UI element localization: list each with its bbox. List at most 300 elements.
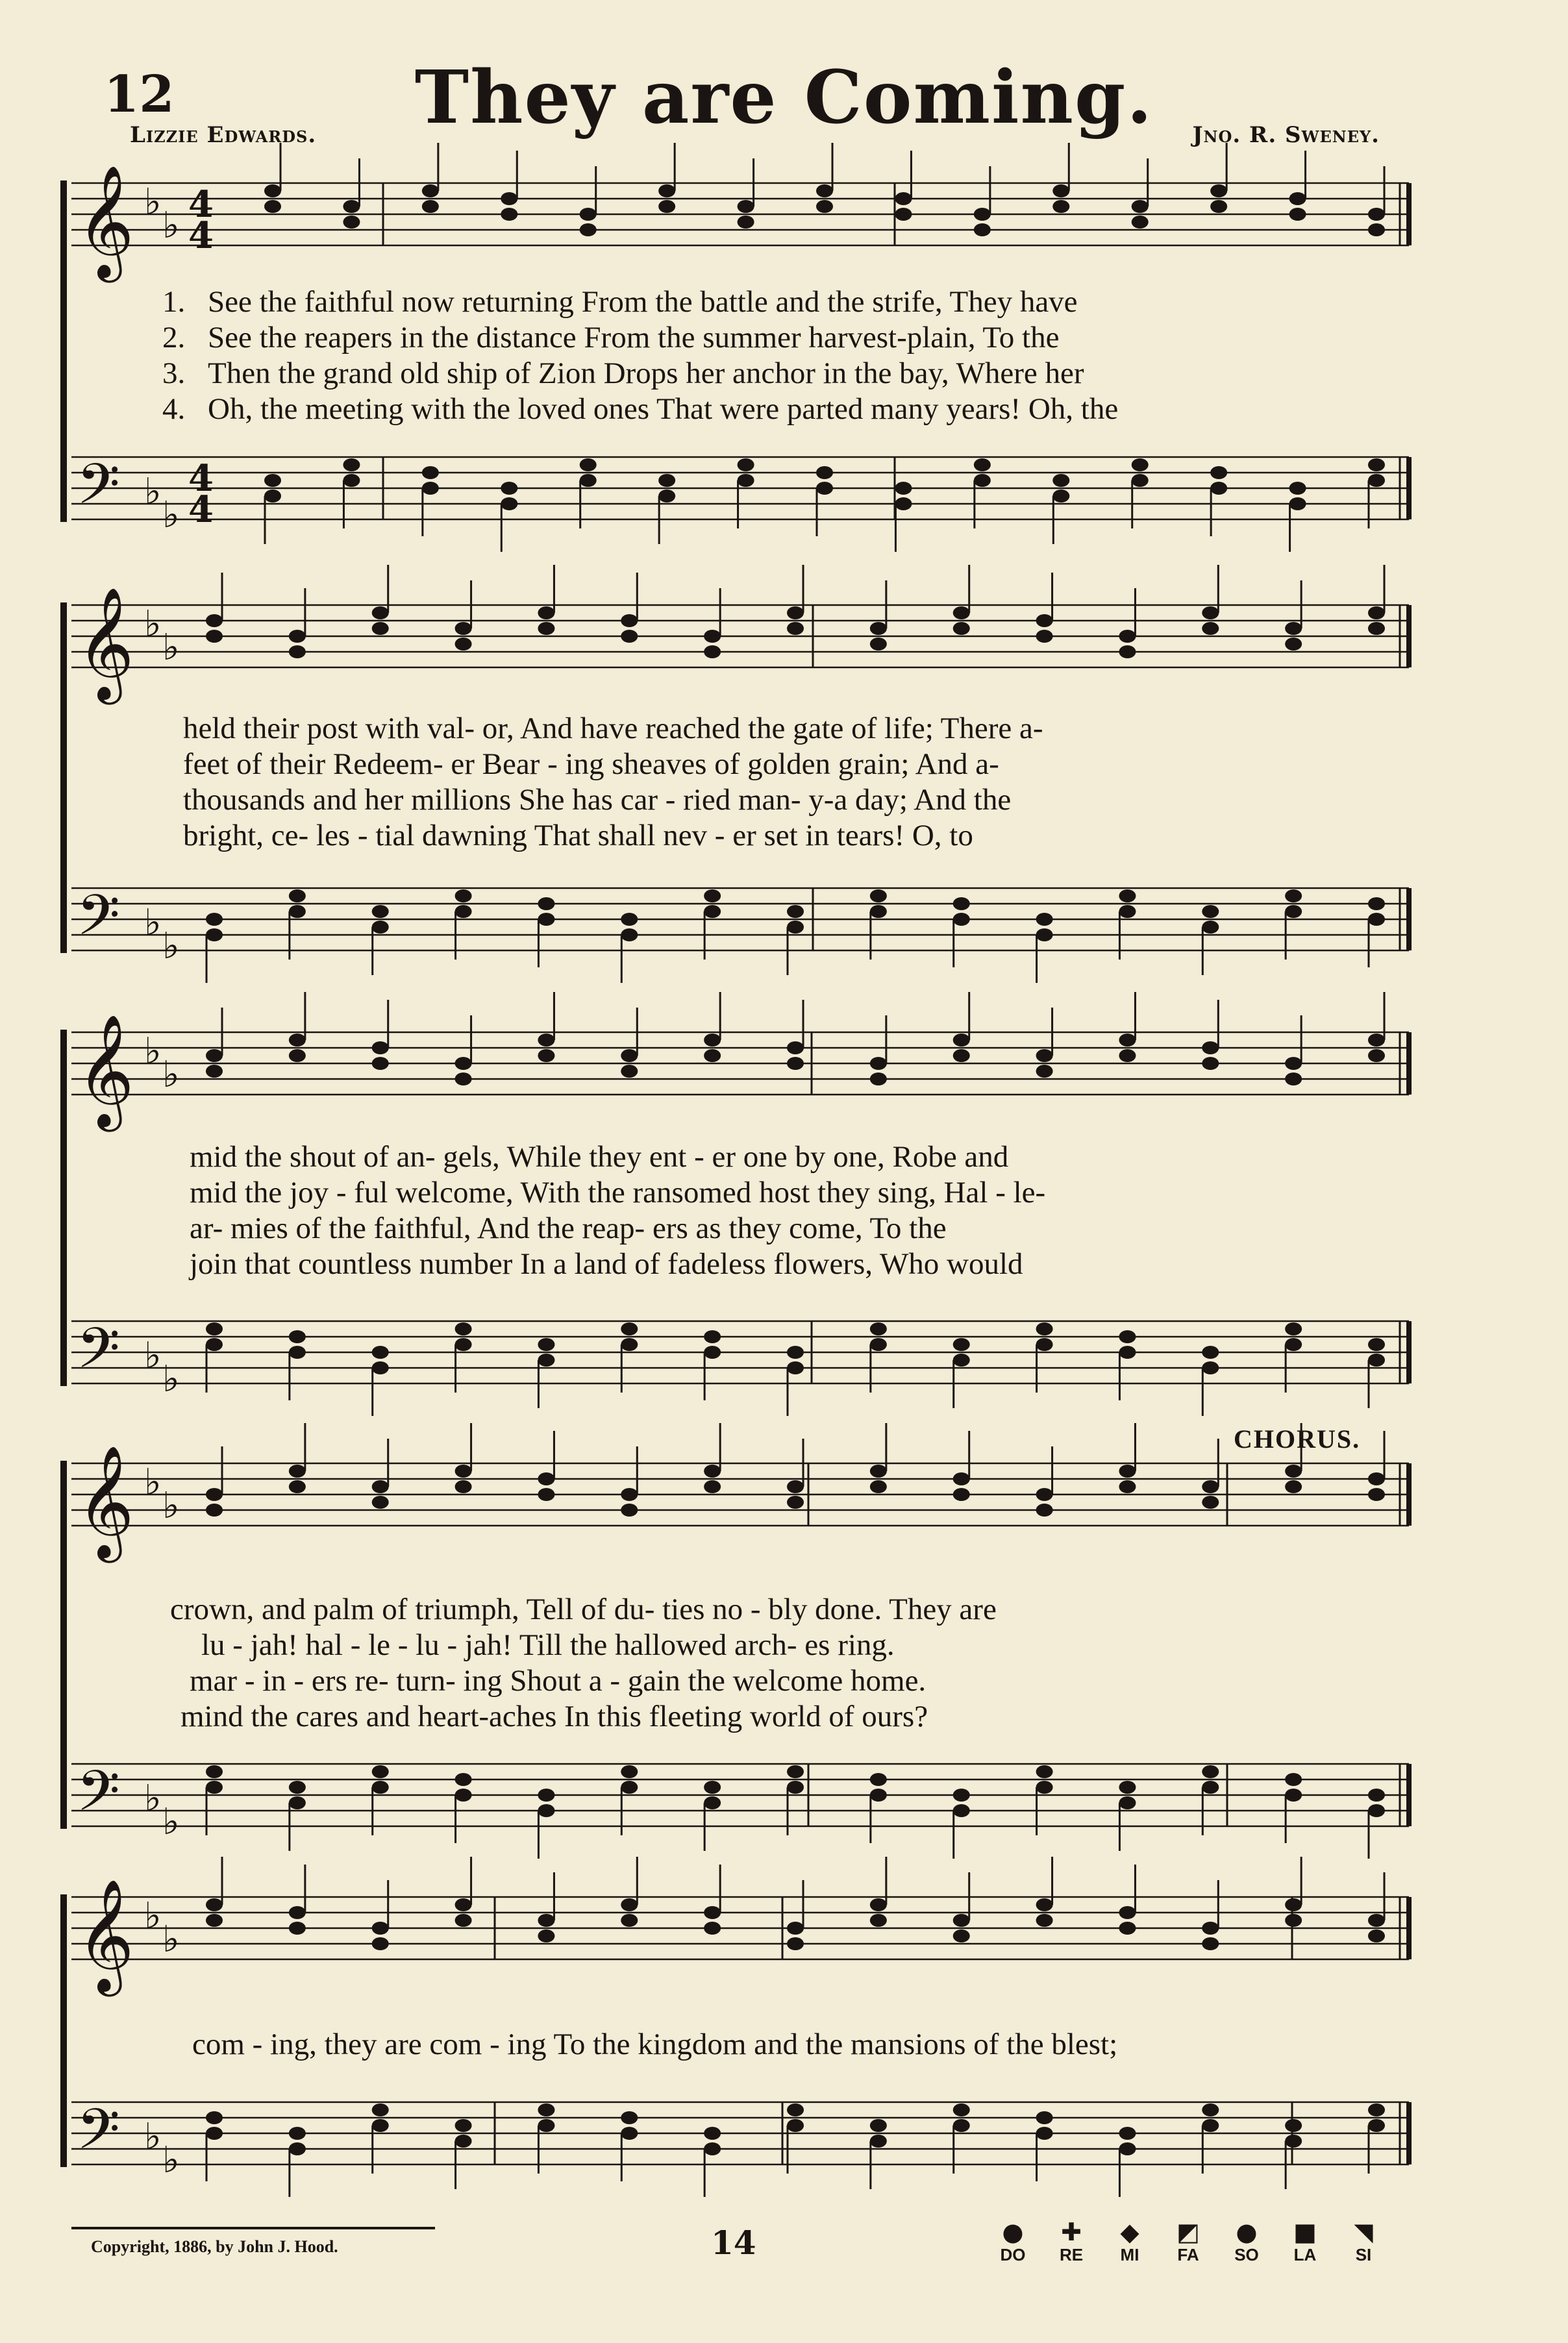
note-head bbox=[787, 1781, 804, 1794]
note-head bbox=[264, 490, 281, 502]
lyric-line-s2-v4: bright, ce- les - tial dawning That shall nev - er set in tears! O, to bbox=[183, 819, 973, 852]
note-head bbox=[1202, 1496, 1219, 1509]
note-head bbox=[787, 1346, 804, 1359]
note-head bbox=[621, 1322, 638, 1335]
note-head bbox=[206, 928, 223, 941]
bass-clef-icon: 𝄢 bbox=[77, 882, 120, 961]
note-head bbox=[206, 1338, 223, 1351]
note-head bbox=[1132, 474, 1149, 487]
note-head bbox=[343, 474, 360, 487]
note-head bbox=[953, 1472, 970, 1485]
page-number: 12 bbox=[104, 65, 175, 124]
flat-sign-icon: ♭ bbox=[144, 1461, 162, 1504]
note-head bbox=[343, 458, 360, 471]
note-head bbox=[816, 466, 833, 479]
note-head bbox=[870, 1322, 887, 1335]
note-head bbox=[1132, 216, 1149, 229]
lyric-text: See the reapers in the distance From the summer harvest-plain, To the bbox=[208, 321, 1060, 354]
lyric-line-s1-v3 bbox=[162, 356, 1084, 391]
note-head bbox=[264, 474, 281, 487]
note-head bbox=[870, 622, 887, 635]
note-head bbox=[870, 1789, 887, 1802]
lyric-text: Then the grand old ship of Zion Drops her anchor in the bay, Where her bbox=[208, 356, 1084, 390]
syllable-label: LA bbox=[1293, 2245, 1317, 2264]
note-head bbox=[621, 1504, 638, 1517]
treble-clef-icon: 𝄞 bbox=[77, 165, 134, 278]
note-head bbox=[870, 2135, 887, 2148]
note-head bbox=[289, 1330, 306, 1343]
note-head bbox=[1036, 913, 1053, 926]
flat-sign-icon: ♭ bbox=[144, 471, 162, 513]
note-head bbox=[1210, 184, 1227, 197]
note-head bbox=[455, 1789, 472, 1802]
note-head bbox=[1285, 1057, 1302, 1070]
note-head bbox=[455, 622, 472, 635]
note-head bbox=[289, 1034, 306, 1047]
note-head bbox=[1119, 905, 1136, 918]
note-head bbox=[953, 2119, 970, 2132]
note-head bbox=[621, 1898, 638, 1911]
note-head bbox=[455, 1480, 472, 1493]
note-head bbox=[1119, 1034, 1136, 1047]
note-head bbox=[953, 1338, 970, 1351]
note-head bbox=[621, 1914, 638, 1927]
note-head bbox=[538, 1914, 554, 1927]
note-head bbox=[206, 1765, 223, 1778]
note-head bbox=[372, 905, 389, 918]
flat-sign-icon: ♭ bbox=[144, 2116, 162, 2158]
note-head bbox=[206, 913, 223, 926]
note-head bbox=[738, 474, 754, 487]
square-note-icon: ■ bbox=[1293, 2218, 1317, 2246]
note-head bbox=[206, 1898, 223, 1911]
shape-note-re bbox=[1045, 2219, 1097, 2265]
note-head bbox=[953, 897, 970, 910]
note-head bbox=[816, 200, 833, 213]
note-head bbox=[501, 482, 517, 495]
bass-clef-icon: 𝄢 bbox=[77, 451, 120, 530]
note-head bbox=[1368, 897, 1385, 910]
note-head bbox=[1036, 928, 1053, 941]
note-head bbox=[206, 2111, 223, 2124]
note-head bbox=[953, 1789, 970, 1802]
note-head bbox=[501, 192, 517, 205]
note-head bbox=[455, 889, 472, 902]
note-head bbox=[1119, 1922, 1136, 1935]
note-head bbox=[455, 1322, 472, 1335]
note-head bbox=[1210, 466, 1227, 479]
note-head bbox=[1036, 1065, 1053, 1078]
note-head bbox=[621, 1488, 638, 1501]
note-head bbox=[372, 1765, 389, 1778]
note-head bbox=[704, 1330, 721, 1343]
treble-clef-icon: 𝄞 bbox=[77, 587, 134, 700]
note-head bbox=[1368, 622, 1385, 635]
note-head bbox=[1202, 1480, 1219, 1493]
note-head bbox=[1132, 200, 1149, 213]
note-head bbox=[455, 1773, 472, 1786]
note-head bbox=[501, 497, 517, 510]
note-head bbox=[289, 1346, 306, 1359]
note-head bbox=[953, 622, 970, 635]
note-head bbox=[621, 1781, 638, 1794]
note-head bbox=[289, 645, 306, 658]
note-head bbox=[953, 1034, 970, 1047]
time-signature-numerator: 4 bbox=[188, 457, 214, 500]
note-head bbox=[1368, 2103, 1385, 2116]
note-head bbox=[1285, 1322, 1302, 1335]
note-head bbox=[538, 1034, 554, 1047]
note-head bbox=[455, 2135, 472, 2148]
note-head bbox=[621, 913, 638, 926]
note-head bbox=[704, 645, 721, 658]
note-head bbox=[1368, 1338, 1385, 1351]
note-head bbox=[1285, 1898, 1302, 1911]
note-head bbox=[1285, 1072, 1302, 1085]
shape-note-si bbox=[1338, 2219, 1389, 2265]
note-head bbox=[455, 638, 472, 651]
note-head bbox=[289, 889, 306, 902]
note-head bbox=[580, 474, 597, 487]
note-head bbox=[538, 1354, 554, 1367]
note-head bbox=[455, 905, 472, 918]
note-head bbox=[658, 200, 675, 213]
treble-clef-icon: 𝄞 bbox=[77, 1014, 134, 1127]
note-head bbox=[372, 1922, 389, 1935]
note-head bbox=[895, 192, 912, 205]
note-head bbox=[1036, 1049, 1053, 1062]
note-head bbox=[1036, 1765, 1053, 1778]
note-head bbox=[1119, 1049, 1136, 1062]
note-head bbox=[343, 216, 360, 229]
note-head bbox=[538, 1338, 554, 1351]
note-head bbox=[501, 208, 517, 221]
note-head bbox=[455, 1914, 472, 1927]
note-head bbox=[580, 458, 597, 471]
note-head bbox=[206, 630, 223, 643]
note-head bbox=[289, 2142, 306, 2155]
shape-note-do bbox=[987, 2219, 1039, 2265]
note-head bbox=[1368, 474, 1385, 487]
note-head bbox=[289, 905, 306, 918]
note-head bbox=[870, 1072, 887, 1085]
treble-clef-icon: 𝄞 bbox=[77, 1879, 134, 1992]
note-head bbox=[621, 630, 638, 643]
note-head bbox=[422, 482, 439, 495]
note-head bbox=[621, 1765, 638, 1778]
round-note-icon: ● bbox=[1236, 2218, 1258, 2246]
note-head bbox=[658, 490, 675, 502]
note-head bbox=[1036, 1898, 1053, 1911]
note-head bbox=[1119, 1346, 1136, 1359]
note-head bbox=[870, 889, 887, 902]
verse-number: 1. bbox=[162, 285, 186, 319]
lyric-text: See the faithful now returning From the battle and the strife, They have bbox=[208, 285, 1078, 319]
note-head bbox=[1202, 1057, 1219, 1070]
footer-number: 14 bbox=[711, 2224, 756, 2262]
note-head bbox=[206, 1488, 223, 1501]
note-head bbox=[1036, 614, 1053, 627]
note-head bbox=[1368, 1034, 1385, 1047]
note-head bbox=[538, 2119, 554, 2132]
note-head bbox=[704, 1781, 721, 1794]
note-head bbox=[1036, 1504, 1053, 1517]
flat-sign-icon: ♭ bbox=[144, 1335, 162, 1377]
flag-note-icon: ◩ bbox=[1176, 2218, 1200, 2246]
note-head bbox=[1368, 2119, 1385, 2132]
note-head bbox=[264, 184, 281, 197]
note-head bbox=[455, 1072, 472, 1085]
note-head bbox=[1132, 458, 1149, 471]
note-head bbox=[1036, 1914, 1053, 1927]
treble-clef-icon: 𝄞 bbox=[77, 1445, 134, 1558]
syllable-label: SO bbox=[1234, 2245, 1259, 2264]
composer-credit: Jno. R. Sweney. bbox=[1192, 122, 1380, 148]
note-head bbox=[1368, 1804, 1385, 1817]
note-head bbox=[1052, 184, 1069, 197]
note-head bbox=[343, 200, 360, 213]
syllable-label: MI bbox=[1120, 2245, 1139, 2264]
sharp-note-icon: ◥ bbox=[1354, 2218, 1373, 2246]
note-head bbox=[704, 1480, 721, 1493]
note-head bbox=[1285, 2135, 1302, 2148]
note-head bbox=[1210, 482, 1227, 495]
note-head bbox=[1036, 2111, 1053, 2124]
note-head bbox=[1202, 622, 1219, 635]
note-head bbox=[1285, 1480, 1302, 1493]
note-head bbox=[1285, 1773, 1302, 1786]
time-signature-denominator: 4 bbox=[188, 488, 214, 531]
note-head bbox=[538, 606, 554, 619]
note-head bbox=[974, 458, 991, 471]
note-head bbox=[289, 1781, 306, 1794]
note-head bbox=[538, 913, 554, 926]
note-head bbox=[206, 1065, 223, 1078]
note-head bbox=[206, 1322, 223, 1335]
lyric-line-s3-v2: mid the joy - ful welcome, With the ransomed host they sing, Hal - le- bbox=[190, 1176, 1046, 1209]
note-head bbox=[289, 1465, 306, 1478]
note-head bbox=[787, 2119, 804, 2132]
note-head bbox=[372, 622, 389, 635]
note-head bbox=[895, 208, 912, 221]
note-head bbox=[206, 2127, 223, 2140]
note-head bbox=[538, 1049, 554, 1062]
lyric-line-s3-v1: mid the shout of an- gels, While they ent - er one by one, Robe and bbox=[190, 1140, 1009, 1174]
note-head bbox=[953, 1049, 970, 1062]
note-head bbox=[1052, 490, 1069, 502]
note-head bbox=[895, 497, 912, 510]
note-head bbox=[895, 482, 912, 495]
cross-note-icon: ✚ bbox=[1061, 2218, 1082, 2246]
note-head bbox=[953, 1914, 970, 1927]
lyric-line-s5-v1: com - ing, they are com - ing To the kingdom and the mansions of the blest; bbox=[192, 2027, 1118, 2061]
note-head bbox=[206, 1781, 223, 1794]
note-head bbox=[870, 1465, 887, 1478]
note-head bbox=[787, 622, 804, 635]
note-head bbox=[538, 1488, 554, 1501]
note-head bbox=[1368, 606, 1385, 619]
note-head bbox=[422, 466, 439, 479]
lyric-line-s2-v2: feet of their Redeem- er Bear - ing sheaves of golden grain; And a- bbox=[183, 747, 999, 781]
note-head bbox=[787, 2103, 804, 2116]
shape-note-fa bbox=[1162, 2219, 1214, 2265]
note-head bbox=[1285, 622, 1302, 635]
note-head bbox=[455, 1898, 472, 1911]
lyric-line-s2-v3: thousands and her millions She has car - ried man- y-a day; And the bbox=[183, 783, 1012, 817]
note-head bbox=[538, 622, 554, 635]
note-head bbox=[738, 200, 754, 213]
note-head bbox=[1036, 630, 1053, 643]
note-head bbox=[1119, 630, 1136, 643]
note-head bbox=[816, 482, 833, 495]
note-head bbox=[658, 184, 675, 197]
note-head bbox=[787, 606, 804, 619]
note-head bbox=[1210, 200, 1227, 213]
verse-number: 2. bbox=[162, 321, 186, 354]
note-head bbox=[1119, 2142, 1136, 2155]
note-head bbox=[372, 1346, 389, 1359]
note-head bbox=[1119, 1480, 1136, 1493]
note-head bbox=[1285, 1789, 1302, 1802]
note-head bbox=[1368, 1354, 1385, 1367]
note-head bbox=[1036, 1322, 1053, 1335]
note-head bbox=[738, 216, 754, 229]
lyric-line-s1-v4 bbox=[162, 391, 1118, 427]
lyric-line-s4-v4: mind the cares and heart-aches In this fleeting world of ours? bbox=[180, 1700, 928, 1733]
flat-sign-icon: ♭ bbox=[144, 1895, 162, 1937]
note-head bbox=[1368, 1049, 1385, 1062]
flat-sign-icon: ♭ bbox=[162, 1801, 180, 1843]
lyric-line-s1-v1 bbox=[162, 284, 1078, 319]
note-head bbox=[953, 913, 970, 926]
copyright-notice: Copyright, 1886, by John J. Hood. bbox=[91, 2237, 338, 2256]
flat-sign-icon: ♭ bbox=[162, 925, 180, 967]
note-head bbox=[538, 1804, 554, 1817]
note-head bbox=[1036, 1488, 1053, 1501]
diamond-note-icon: ◆ bbox=[1120, 2218, 1139, 2246]
note-head bbox=[870, 638, 887, 651]
note-head bbox=[704, 1465, 721, 1478]
song-title: They are Coming. bbox=[414, 55, 1154, 140]
note-head bbox=[1285, 1914, 1302, 1927]
time-signature-numerator: 4 bbox=[188, 183, 214, 226]
note-head bbox=[538, 1472, 554, 1485]
flat-sign-icon: ♭ bbox=[162, 1485, 180, 1527]
note-head bbox=[372, 1041, 389, 1054]
lyricist-credit: Lizzie Edwards. bbox=[130, 122, 317, 148]
note-head bbox=[704, 1049, 721, 1062]
note-head bbox=[787, 1922, 804, 1935]
note-head bbox=[704, 630, 721, 643]
note-head bbox=[1036, 1338, 1053, 1351]
note-head bbox=[1368, 1929, 1385, 1942]
note-head bbox=[1036, 1781, 1053, 1794]
note-head bbox=[816, 184, 833, 197]
note-head bbox=[704, 2142, 721, 2155]
flat-sign-icon: ♭ bbox=[162, 2139, 180, 2181]
note-head bbox=[538, 1789, 554, 1802]
flat-sign-icon: ♭ bbox=[144, 603, 162, 645]
flat-sign-icon: ♭ bbox=[162, 1054, 180, 1096]
note-head bbox=[1202, 606, 1219, 619]
bass-clef-icon: 𝄢 bbox=[77, 1315, 120, 1395]
note-head bbox=[1202, 1041, 1219, 1054]
note-head bbox=[580, 223, 597, 236]
note-head bbox=[621, 928, 638, 941]
lyric-line-s3-v3: ar- mies of the faithful, And the reap- ers as they come, To the bbox=[190, 1211, 947, 1245]
note-head bbox=[787, 1765, 804, 1778]
note-head bbox=[1202, 2119, 1219, 2132]
note-head bbox=[422, 184, 439, 197]
note-head bbox=[1285, 1465, 1302, 1478]
note-head bbox=[621, 2111, 638, 2124]
note-head bbox=[974, 474, 991, 487]
shape-note-so bbox=[1221, 2219, 1273, 2265]
note-head bbox=[372, 1057, 389, 1070]
note-head bbox=[787, 1361, 804, 1374]
note-head bbox=[1368, 1914, 1385, 1927]
verse-number: 3. bbox=[162, 356, 186, 390]
note-head bbox=[289, 1796, 306, 1809]
note-head bbox=[1119, 2127, 1136, 2140]
note-head bbox=[1285, 2119, 1302, 2132]
note-head bbox=[870, 1898, 887, 1911]
note-head bbox=[372, 1781, 389, 1794]
note-head bbox=[1285, 905, 1302, 918]
flat-sign-icon: ♭ bbox=[162, 205, 180, 247]
note-head bbox=[953, 1488, 970, 1501]
note-head bbox=[1289, 497, 1306, 510]
note-head bbox=[1289, 208, 1306, 221]
flat-sign-icon: ♭ bbox=[144, 1778, 162, 1820]
note-head bbox=[787, 1937, 804, 1950]
note-head bbox=[1119, 1781, 1136, 1794]
note-head bbox=[1368, 458, 1385, 471]
note-head bbox=[1368, 223, 1385, 236]
note-head bbox=[787, 1057, 804, 1070]
note-head bbox=[621, 614, 638, 627]
note-head bbox=[1368, 1488, 1385, 1501]
note-head bbox=[621, 1338, 638, 1351]
note-head bbox=[1368, 1789, 1385, 1802]
note-head bbox=[289, 2127, 306, 2140]
flat-sign-icon: ♭ bbox=[162, 1918, 180, 1961]
note-head bbox=[738, 458, 754, 471]
note-head bbox=[372, 1496, 389, 1509]
note-head bbox=[704, 905, 721, 918]
note-head bbox=[372, 606, 389, 619]
note-head bbox=[455, 2119, 472, 2132]
note-head bbox=[1119, 1465, 1136, 1478]
syllable-label: RE bbox=[1059, 2245, 1084, 2264]
note-head bbox=[787, 921, 804, 934]
note-head bbox=[953, 2103, 970, 2116]
note-head bbox=[1202, 1781, 1219, 1794]
shape-note-la bbox=[1279, 2219, 1331, 2265]
note-head bbox=[289, 1922, 306, 1935]
lyric-line-s4-v2: lu - jah! hal - le - lu - jah! Till the hallowed arch- es ring. bbox=[201, 1628, 895, 1662]
note-head bbox=[1119, 1796, 1136, 1809]
verse-number: 4. bbox=[162, 392, 186, 426]
round-note-icon: ● bbox=[1002, 2218, 1024, 2246]
syllable-label: DO bbox=[1000, 2245, 1026, 2264]
note-head bbox=[1285, 1338, 1302, 1351]
note-head bbox=[1202, 1765, 1219, 1778]
note-head bbox=[206, 1504, 223, 1517]
bass-clef-icon: 𝄢 bbox=[77, 1758, 120, 1837]
note-head bbox=[1202, 1361, 1219, 1374]
note-head bbox=[289, 1906, 306, 1919]
